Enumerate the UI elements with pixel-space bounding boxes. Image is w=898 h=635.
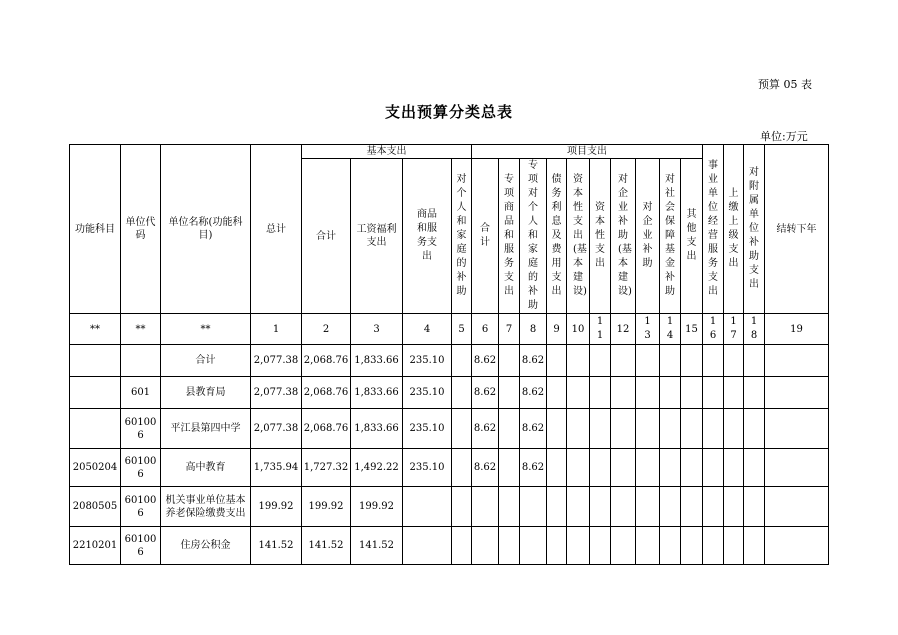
empty-cell (724, 377, 744, 409)
func-code-cell (70, 345, 121, 377)
index-cell: 9 (547, 314, 567, 345)
empty-cell (499, 409, 520, 449)
empty-cell (590, 377, 611, 409)
proj-personal-cell: 8.62 (520, 377, 547, 409)
header-func-code: 功能科目 (70, 145, 121, 314)
budget-table (69, 144, 829, 565)
empty-cell (765, 487, 829, 527)
proj-personal-cell (520, 527, 547, 565)
header-unit-name: 单位名称(功能科目) (161, 145, 251, 314)
empty-cell (681, 487, 703, 527)
index-cell: ** (70, 314, 121, 345)
project-total-cell (472, 487, 499, 527)
project-total-cell: 8.62 (472, 377, 499, 409)
total-cell: 2,077.38 (251, 377, 302, 409)
empty-cell (703, 409, 724, 449)
table-row (70, 487, 829, 527)
index-cell: 14 (660, 314, 681, 345)
empty-cell (547, 487, 567, 527)
empty-cell (611, 527, 636, 565)
empty-cell (724, 487, 744, 527)
empty-cell (611, 377, 636, 409)
empty-cell (611, 487, 636, 527)
total-cell: 141.52 (251, 527, 302, 565)
empty-cell (611, 345, 636, 377)
empty-cell (681, 345, 703, 377)
goods-cell: 235.10 (403, 345, 452, 377)
unit-code-cell: 601006 (121, 409, 161, 449)
empty-cell (681, 377, 703, 409)
empty-cell (765, 377, 829, 409)
page-title: 支出预算分类总表 (384, 103, 513, 121)
func-code-cell: 2050204 (70, 449, 121, 487)
empty-cell (567, 527, 590, 565)
empty-cell (744, 345, 765, 377)
header-total: 总计 (251, 145, 302, 314)
index-cell: 5 (452, 314, 472, 345)
index-cell: ** (161, 314, 251, 345)
empty-cell (660, 527, 681, 565)
unit-code-cell: 601006 (121, 487, 161, 527)
proj-personal-cell (520, 487, 547, 527)
empty-cell (744, 409, 765, 449)
basic-total-cell: 2,068.76 (302, 409, 351, 449)
empty-cell (681, 449, 703, 487)
table-row (70, 409, 829, 449)
basic-total-cell: 141.52 (302, 527, 351, 565)
basic-total-cell: 2,068.76 (302, 377, 351, 409)
empty-cell (744, 527, 765, 565)
unit-name-cell: 合计 (161, 345, 251, 377)
header-capital: 资本性支出 (590, 159, 611, 314)
index-row (70, 314, 829, 345)
project-total-cell: 8.62 (472, 449, 499, 487)
unit-code-cell: 601006 (121, 527, 161, 565)
unit-label: 单位:万元 (760, 130, 808, 143)
empty-cell (660, 409, 681, 449)
empty-cell (547, 449, 567, 487)
empty-cell (703, 377, 724, 409)
header-business-ops: 事业单位经营服务支出 (703, 145, 724, 314)
empty-cell (765, 409, 829, 449)
empty-cell (660, 487, 681, 527)
index-cell: 13 (636, 314, 660, 345)
index-cell: 10 (567, 314, 590, 345)
total-cell: 199.92 (251, 487, 302, 527)
empty-cell (724, 409, 744, 449)
empty-cell (590, 345, 611, 377)
index-cell: 19 (765, 314, 829, 345)
empty-cell (499, 345, 520, 377)
empty-cell (611, 409, 636, 449)
goods-cell (403, 527, 452, 565)
index-cell: 17 (724, 314, 744, 345)
basic-total-cell: 2,068.76 (302, 345, 351, 377)
empty-cell (724, 527, 744, 565)
header-capital-basic: 资本性支出(基本建设) (567, 159, 590, 314)
unit-name-cell: 县教育局 (161, 377, 251, 409)
empty-cell (547, 409, 567, 449)
empty-cell (703, 345, 724, 377)
index-cell: 12 (611, 314, 636, 345)
empty-cell (452, 449, 472, 487)
wages-cell: 1,833.66 (351, 409, 403, 449)
empty-cell (611, 449, 636, 487)
empty-cell (452, 487, 472, 527)
header-remit-upper: 上缴上级支出 (724, 145, 744, 314)
empty-cell (567, 345, 590, 377)
header-wages: 工资福利支出 (351, 159, 403, 314)
header-carry-forward: 结转下年 (765, 145, 829, 314)
index-cell: 7 (499, 314, 520, 345)
empty-cell (744, 487, 765, 527)
empty-cell (681, 527, 703, 565)
header-unit-code: 单位代码 (121, 145, 161, 314)
index-cell: 11 (590, 314, 611, 345)
empty-cell (567, 377, 590, 409)
index-cell: 6 (472, 314, 499, 345)
header-special-goods: 专项商品和服务支出 (499, 159, 520, 314)
empty-cell (547, 345, 567, 377)
wages-cell: 1,833.66 (351, 377, 403, 409)
empty-cell (660, 449, 681, 487)
basic-total-cell: 199.92 (302, 487, 351, 527)
index-cell: ** (121, 314, 161, 345)
table-row (70, 527, 829, 565)
empty-cell (499, 449, 520, 487)
unit-code-cell: 601 (121, 377, 161, 409)
func-code-cell: 2080505 (70, 487, 121, 527)
empty-cell (660, 345, 681, 377)
unit-code-cell (121, 345, 161, 377)
index-cell: 1 (251, 314, 302, 345)
goods-cell: 235.10 (403, 409, 452, 449)
empty-cell (499, 487, 520, 527)
header-project-group: 项目支出 (472, 145, 703, 159)
header-goods-services: 商品和服务支出 (403, 159, 452, 314)
table-row (70, 449, 829, 487)
wages-cell: 199.92 (351, 487, 403, 527)
index-cell: 4 (403, 314, 452, 345)
index-cell: 8 (520, 314, 547, 345)
proj-personal-cell: 8.62 (520, 449, 547, 487)
empty-cell (499, 377, 520, 409)
empty-cell (724, 345, 744, 377)
proj-personal-cell: 8.62 (520, 409, 547, 449)
form-number: 预算 05 表 (758, 78, 812, 91)
header-affiliate-subsidy: 对附属单位补助支出 (744, 145, 765, 314)
empty-cell (567, 487, 590, 527)
index-cell: 18 (744, 314, 765, 345)
empty-cell (452, 345, 472, 377)
empty-cell (636, 527, 660, 565)
project-total-cell: 8.62 (472, 345, 499, 377)
basic-total-cell: 1,727.32 (302, 449, 351, 487)
empty-cell (703, 449, 724, 487)
empty-cell (765, 449, 829, 487)
header-other: 其他支出 (681, 159, 703, 314)
empty-cell (452, 409, 472, 449)
index-cell: 2 (302, 314, 351, 345)
wages-cell: 141.52 (351, 527, 403, 565)
wages-cell: 1,492.22 (351, 449, 403, 487)
unit-name-cell: 平江县第四中学 (161, 409, 251, 449)
total-cell: 2,077.38 (251, 409, 302, 449)
index-cell: 16 (703, 314, 724, 345)
empty-cell (567, 449, 590, 487)
index-cell: 3 (351, 314, 403, 345)
empty-cell (703, 527, 724, 565)
empty-cell (547, 377, 567, 409)
total-cell: 1,735.94 (251, 449, 302, 487)
header-basic-subtotal: 合计 (302, 159, 351, 314)
empty-cell (636, 449, 660, 487)
header-project-subtotal: 合计 (472, 159, 499, 314)
empty-cell (590, 449, 611, 487)
func-code-cell: 2210201 (70, 527, 121, 565)
header-debt-interest: 债务利息及费用支出 (547, 159, 567, 314)
empty-cell (744, 377, 765, 409)
func-code-cell (70, 409, 121, 449)
empty-cell (636, 377, 660, 409)
empty-cell (590, 487, 611, 527)
table-row (70, 345, 829, 377)
header-proj-personal: 专项对个人和家庭的补助 (520, 159, 547, 314)
empty-cell (452, 377, 472, 409)
unit-code-cell: 601006 (121, 449, 161, 487)
empty-cell (636, 345, 660, 377)
empty-cell (567, 409, 590, 449)
header-enterprise: 对企业补助 (636, 159, 660, 314)
goods-cell: 235.10 (403, 449, 452, 487)
unit-name-cell: 机关事业单位基本养老保险缴费支出 (161, 487, 251, 527)
empty-cell (765, 345, 829, 377)
total-cell: 2,077.38 (251, 345, 302, 377)
empty-cell (452, 527, 472, 565)
empty-cell (765, 527, 829, 565)
index-cell: 15 (681, 314, 703, 345)
goods-cell (403, 487, 452, 527)
empty-cell (660, 377, 681, 409)
empty-cell (636, 487, 660, 527)
header-personal-subsidy: 对个人和家庭的补助 (452, 159, 472, 314)
proj-personal-cell: 8.62 (520, 345, 547, 377)
wages-cell: 1,833.66 (351, 345, 403, 377)
header-row-1 (70, 145, 829, 159)
goods-cell: 235.10 (403, 377, 452, 409)
empty-cell (703, 487, 724, 527)
empty-cell (636, 409, 660, 449)
empty-cell (590, 409, 611, 449)
project-total-cell: 8.62 (472, 409, 499, 449)
header-basic-group: 基本支出 (302, 145, 472, 159)
empty-cell (724, 449, 744, 487)
empty-cell (744, 449, 765, 487)
project-total-cell (472, 527, 499, 565)
empty-cell (681, 409, 703, 449)
unit-name-cell: 住房公积金 (161, 527, 251, 565)
unit-name-cell: 高中教育 (161, 449, 251, 487)
func-code-cell (70, 377, 121, 409)
empty-cell (499, 527, 520, 565)
header-enterprise-basic: 对企业补助(基本建设) (611, 159, 636, 314)
header-social-security: 对社会保障基金补助 (660, 159, 681, 314)
table-row (70, 377, 829, 409)
empty-cell (590, 527, 611, 565)
empty-cell (547, 527, 567, 565)
